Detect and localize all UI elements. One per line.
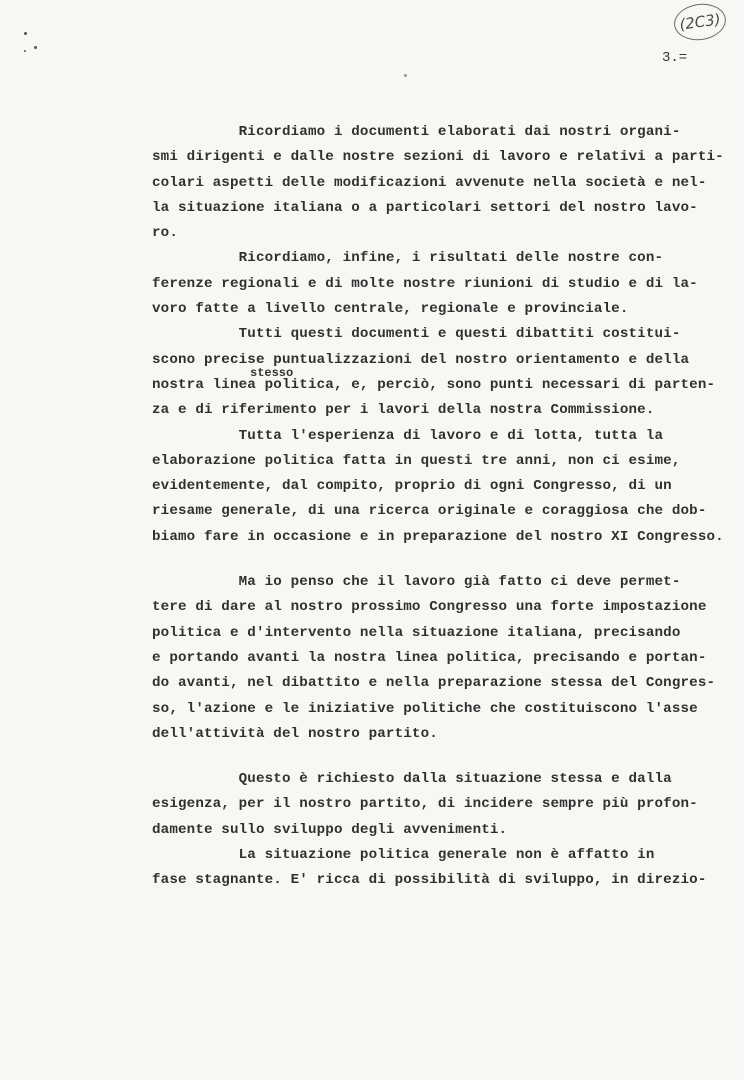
text-line: biamo fare in occasione e in preparazione del nostro XI Congresso. [152,528,724,545]
text-line: so, l'azione e le iniziative politiche che costituiscono l'asse [152,700,698,717]
archive-stamp: (2C3) [672,1,729,44]
paragraph [152,843,742,894]
text-line: Tutti questi documenti e questi dibattiti costitui- [152,326,681,343]
paragraph [152,120,742,246]
text-line: Questo è richiesto dalla situazione stessa e dalla [152,771,672,788]
page-number: 3.= [662,50,688,66]
text-line: tere di dare al nostro prossimo Congresso una forte impostazione [152,599,707,616]
text-line: colari aspetti delle modificazioni avvenute nella società e nel- [152,174,707,191]
paragraph [152,570,742,747]
text-line: esigenza, per il nostro partito, di incidere sempre più profon- [152,796,698,813]
text-line: smi dirigenti e dalle nostre sezioni di lavoro e relativi a parti- [152,149,724,166]
margin-speck [404,74,407,77]
paragraph [152,246,742,322]
paragraph [152,322,742,423]
text-line: elaborazione politica fatta in questi tre anni, non ci esime, [152,452,681,469]
text-line: Ricordiamo, infine, i risultati delle nostre con- [152,250,664,267]
text-line: ro. [152,225,178,242]
typed-body-text [152,120,742,894]
text-line: scono precise puntualizzazioni del nostro orientamento e della [152,351,690,368]
text-line: damente sullo sviluppo degli avvenimenti. [152,821,508,838]
margin-speck [24,50,26,52]
interlinear-correction: stesso [250,366,294,380]
text-line: evidentemente, dal compito, proprio di ogni Congresso, di un [152,478,672,495]
paragraph [152,767,742,843]
text-line: voro fatte a livello centrale, regionale e provinciale. [152,301,629,318]
margin-speck [24,32,27,35]
paragraph-gap [152,747,742,767]
paragraph-gap [152,550,742,570]
text-line: La situazione politica generale non è affatto in [152,847,655,864]
text-line: riesame generale, di una ricerca originale e coraggiosa che dob- [152,503,707,520]
text-line: nostra linea politica, e, perciò, sono punti necessari di parten- [152,376,716,393]
text-line: za e di riferimento per i lavori della nostra Commissione. [152,402,655,419]
text-line: Ma io penso che il lavoro già fatto ci deve permet- [152,574,681,591]
text-line: dell'attività del nostro partito. [152,725,438,742]
text-line: Ricordiamo i documenti elaborati dai nostri organi- [152,124,681,140]
text-line: e portando avanti la nostra linea politica, precisando e portan- [152,649,707,666]
paragraph [152,424,742,550]
text-line: Tutta l'esperienza di lavoro e di lotta, tutta la [152,427,664,444]
text-line: politica e d'intervento nella situazione italiana, precisando [152,624,681,641]
text-line: fase stagnante. E' ricca di possibilità di sviluppo, in direzio- [152,872,707,889]
text-line: ferenze regionali e di molte nostre riunioni di studio e di la- [152,275,698,292]
margin-speck [34,46,37,49]
text-line: la situazione italiana o a particolari settori del nostro lavo- [152,199,698,216]
text-line: do avanti, nel dibattito e nella preparazione stessa del Congres- [152,675,716,692]
